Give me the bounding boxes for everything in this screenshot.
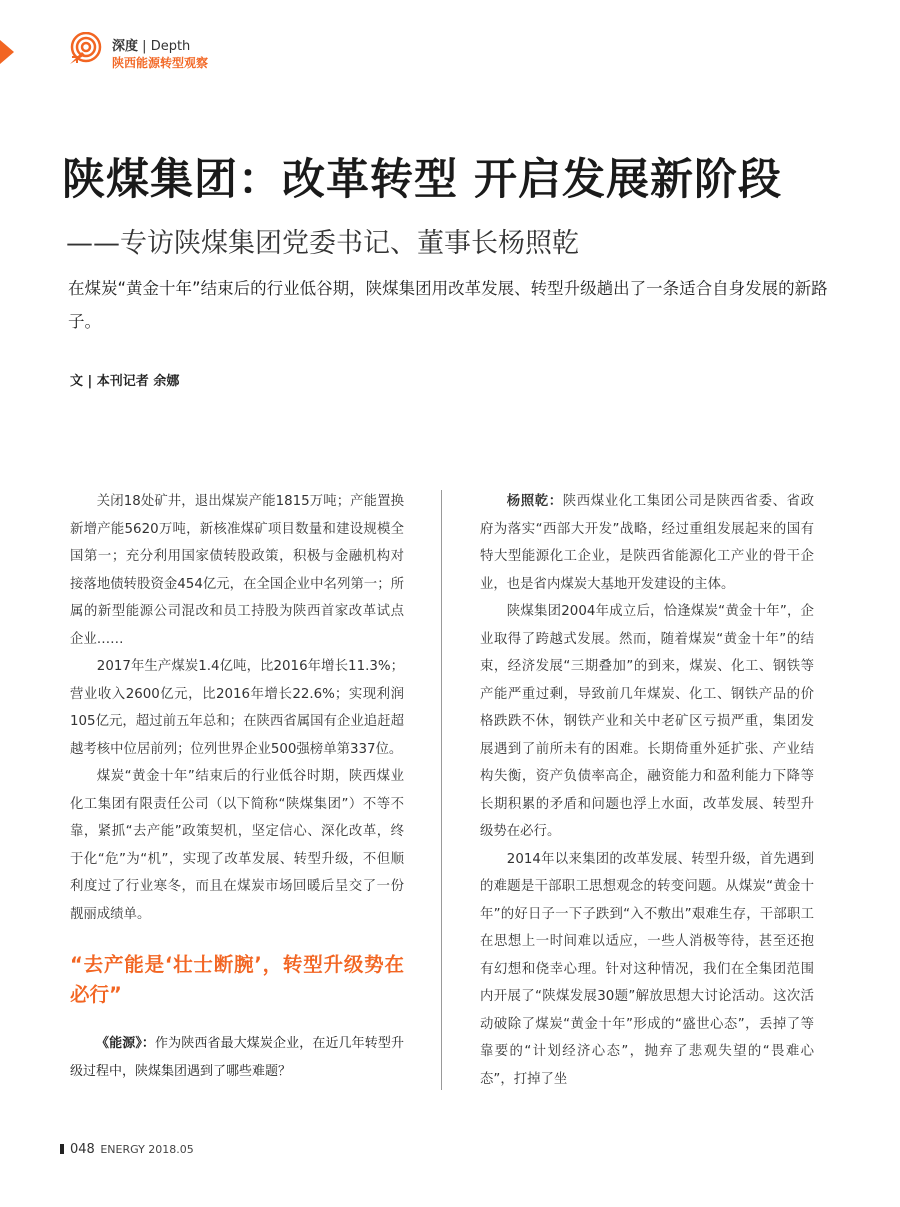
paragraph: 煤炭“黄金十年”结束后的行业低谷时期，陕西煤业化工集团有限责任公司（以下简称“陕煤集团”）不等不靠，紧抓“去产能”政策契机，坚定信心、深化改革，终于化“危”为“机”，实现了改革发展、转型升级，不但顺利度过了行业寒冬，而且在煤炭市场回暖后呈交了一份靓丽成绩单。: [70, 769, 404, 922]
question-label: 《能源》：: [96, 1036, 156, 1051]
right-column: [480, 488, 814, 1093]
byline: 文 | 本刊记者 余娜: [70, 374, 180, 389]
issue-date: 2018.05: [148, 1143, 194, 1156]
left-column: [70, 488, 404, 1086]
page-number: 048: [70, 1142, 95, 1157]
paragraph: 2017年生产煤炭1.4亿吨，比2016年增长11.3%；营业收入2600亿元，比2016年增长22.6%；实现利润105亿元，超过前五年总和；在陕西省属国有企业追赶超越考核中位居前列；位列世界企业500强榜单第337位。: [70, 659, 404, 757]
article-subtitle: ——专访陕煤集团党委书记、董事长杨照乾: [66, 228, 579, 259]
section-name-en: Depth: [150, 39, 191, 54]
page-footer: [60, 1142, 194, 1157]
question-text: 作为陕西省最大煤炭企业，在近几年转型升级过程中，陕煤集团遇到了哪些难题？: [70, 1036, 404, 1079]
spiral-rocket-icon: [68, 32, 102, 66]
series-title: 陕西能源转型观察: [112, 56, 209, 70]
paragraph: 关闭18处矿井，退出煤炭产能1815万吨；产能置换新增产能5620万吨，新核准煤矿项目数量和建设规模全国第一；充分利用国家债转股政策，积极与金融机构对接落地债转股资金454亿元，在全国企业中名列第一；所属的新型能源公司混改和员工持股为陕西首家改革试点企业……: [70, 494, 404, 647]
article-lede: 在煤炭“黄金十年”结束后的行业低谷期，陕煤集团用改革发展、转型升级趟出了一条适合自身发展的新路子。: [68, 279, 828, 331]
footer-marker: [60, 1144, 64, 1154]
section-name-cn: 深度: [112, 39, 139, 54]
section-label: [112, 35, 190, 54]
section-separator: |: [142, 39, 147, 54]
section-heading: “去产能是‘壮士断腕’，转型升级势在必行”: [70, 953, 404, 1006]
magazine-name: ENERGY: [100, 1143, 145, 1156]
interview-question: [70, 1030, 404, 1086]
speaker-label: 杨照乾：: [506, 494, 563, 509]
column-divider: [441, 490, 442, 1090]
page-edge-tab: [0, 40, 14, 64]
article-title: 陕煤集团：改革转型 开启发展新阶段: [62, 155, 782, 205]
answer-text: 陕西煤业化工集团公司是陕西省委、省政府为落实“西部大开发”战略，经过重组发展起来的国有特大型能源化工企业，是陕西省能源化工产业的骨干企业，也是省内煤炭大基地开发建设的主体。: [480, 494, 815, 592]
answer-paragraph: [480, 488, 814, 598]
paragraph: 陕煤集团2004年成立后，恰逢煤炭“黄金十年”，企业取得了跨越式发展。然而，随着煤炭“黄金十年”的结束，经济发展“三期叠加”的到来，煤炭、化工、钢铁等产能严重过剩，导致前几年煤炭、化工、钢铁产品的价格跌跌不休，钢铁产业和关中老矿区亏损严重，集团发展遇到了前所未有的困难。长期倚重外延扩张、产业结构失衡，资产负债率高企，融资能力和盈利能力下降等长期积累的矛盾和问题也浮上水面，改革发展、转型升级势在必行。: [480, 604, 814, 839]
paragraph: 2014年以来集团的改革发展、转型升级，首先遇到的难题是干部职工思想观念的转变问题。从煤炭“黄金十年”的好日子一下子跌到“入不敷出”艰难生存，干部职工在思想上一时间难以适应，一些人消极等待，甚至还抱有幻想和侥幸心理。针对这种情况，我们在全集团范围内开展了“陕煤发展30题”解放思想大讨论活动。这次活动破除了煤炭“黄金十年”形成的“盛世心态”，丢掉了等靠要的“计划经济心态”，抛弃了悲观失望的“畏难心态”，打掉了坐: [480, 851, 814, 1087]
